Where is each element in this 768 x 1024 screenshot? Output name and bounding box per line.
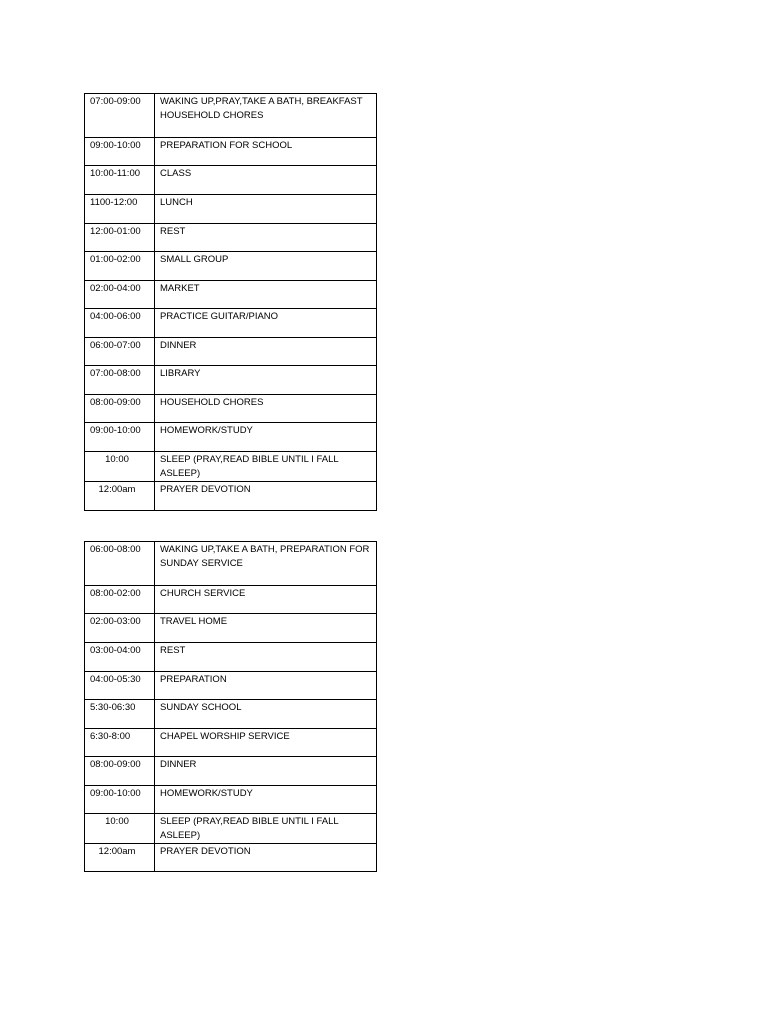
weekday-schedule-table <box>84 93 377 511</box>
activity-cell: LIBRARY <box>155 366 377 395</box>
table-row <box>85 366 377 395</box>
table-row <box>85 338 377 366</box>
activity-cell: LUNCH <box>155 195 377 224</box>
time-cell: 1100-12:00 <box>85 195 155 224</box>
time-cell: 10:00-11:00 <box>85 166 155 195</box>
activity-cell: DINNER <box>155 338 377 366</box>
table-row <box>85 700 377 729</box>
activity-cell: CHURCH SERVICE <box>155 586 377 614</box>
time-cell: 07:00-08:00 <box>85 366 155 395</box>
activity-cell: HOUSEHOLD CHORES <box>155 395 377 423</box>
table-row <box>85 452 377 482</box>
table-row <box>85 166 377 195</box>
time-cell: 12:00am <box>85 482 155 511</box>
table-row <box>85 643 377 672</box>
time-cell: 02:00-03:00 <box>85 614 155 643</box>
activity-cell: HOMEWORK/STUDY <box>155 423 377 452</box>
time-cell: 12:00am <box>85 844 155 872</box>
table-row <box>85 757 377 786</box>
activity-cell: PRACTICE GUITAR/PIANO <box>155 309 377 338</box>
activity-cell: WAKING UP,TAKE A BATH, PREPARATION FOR SUNDAY SERVICE <box>155 542 377 586</box>
table-row <box>85 195 377 224</box>
time-cell: 5:30-06:30 <box>85 700 155 729</box>
activity-cell: PRAYER DEVOTION <box>155 844 377 872</box>
time-cell: 04:00-05:30 <box>85 672 155 700</box>
time-cell: 04:00-06:00 <box>85 309 155 338</box>
table-row <box>85 786 377 814</box>
table-row <box>85 395 377 423</box>
table-row <box>85 844 377 872</box>
table-row <box>85 729 377 757</box>
table-row <box>85 586 377 614</box>
table-row <box>85 482 377 511</box>
table-row <box>85 281 377 309</box>
time-cell: 06:00-08:00 <box>85 542 155 586</box>
table-row <box>85 814 377 844</box>
weekday-schedule-body <box>85 94 377 511</box>
time-cell: 09:00-10:00 <box>85 138 155 166</box>
time-cell: 01:00-02:00 <box>85 252 155 281</box>
activity-cell: MARKET <box>155 281 377 309</box>
table-row <box>85 672 377 700</box>
time-cell: 08:00-09:00 <box>85 395 155 423</box>
time-cell: 09:00-10:00 <box>85 423 155 452</box>
activity-cell: SLEEP (PRAY,READ BIBLE UNTIL I FALL ASLEEP) <box>155 452 377 482</box>
sunday-schedule-table <box>84 541 377 872</box>
activity-cell: PREPARATION <box>155 672 377 700</box>
time-cell: 10:00 <box>85 814 155 844</box>
time-cell: 12:00-01:00 <box>85 224 155 252</box>
activity-cell: TRAVEL HOME <box>155 614 377 643</box>
time-cell: 09:00-10:00 <box>85 786 155 814</box>
table-row <box>85 309 377 338</box>
activity-cell: PRAYER DEVOTION <box>155 482 377 511</box>
activity-cell: WAKING UP,PRAY,TAKE A BATH, BREAKFAST HOUSEHOLD CHORES <box>155 94 377 138</box>
time-cell: 07:00-09:00 <box>85 94 155 138</box>
table-row <box>85 252 377 281</box>
activity-cell: REST <box>155 224 377 252</box>
activity-cell: SLEEP (PRAY,READ BIBLE UNTIL I FALL ASLEEP) <box>155 814 377 844</box>
table-row <box>85 94 377 138</box>
time-cell: 03:00-04:00 <box>85 643 155 672</box>
table-row <box>85 423 377 452</box>
activity-cell: CLASS <box>155 166 377 195</box>
sunday-schedule-body <box>85 542 377 872</box>
activity-cell: REST <box>155 643 377 672</box>
time-cell: 02:00-04:00 <box>85 281 155 309</box>
activity-cell: SMALL GROUP <box>155 252 377 281</box>
table-row <box>85 614 377 643</box>
time-cell: 6:30-8:00 <box>85 729 155 757</box>
time-cell: 06:00-07:00 <box>85 338 155 366</box>
activity-cell: SUNDAY SCHOOL <box>155 700 377 729</box>
table-row <box>85 542 377 586</box>
time-cell: 10:00 <box>85 452 155 482</box>
activity-cell: HOMEWORK/STUDY <box>155 786 377 814</box>
activity-cell: DINNER <box>155 757 377 786</box>
time-cell: 08:00-09:00 <box>85 757 155 786</box>
activity-cell: PREPARATION FOR SCHOOL <box>155 138 377 166</box>
activity-cell: CHAPEL WORSHIP SERVICE <box>155 729 377 757</box>
table-row <box>85 224 377 252</box>
table-row <box>85 138 377 166</box>
time-cell: 08:00-02:00 <box>85 586 155 614</box>
